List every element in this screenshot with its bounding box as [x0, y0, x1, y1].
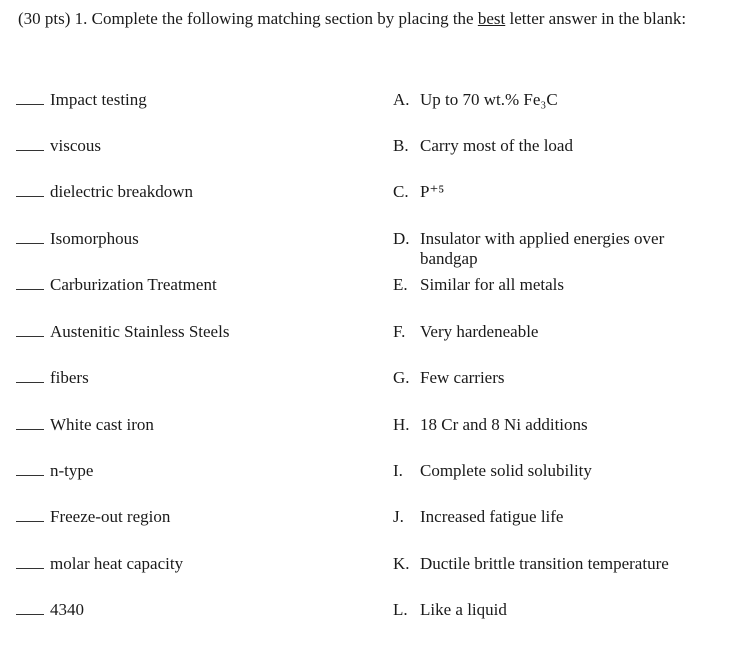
answer-option-b [393, 136, 723, 156]
option-letter: L. [393, 600, 408, 619]
answer-blank[interactable] [16, 417, 44, 430]
answer-option-f [393, 322, 723, 342]
option-text: Carry most of the load [420, 136, 573, 155]
option-text: Very hardeneable [420, 322, 539, 341]
instructions-suffix: letter answer in the blank: [505, 9, 687, 28]
answer-option-a [393, 90, 723, 110]
term-label: Impact testing [50, 90, 147, 109]
term-label: Carburization Treatment [50, 275, 217, 294]
answer-blank[interactable] [16, 370, 44, 383]
left-item-3 [16, 182, 193, 202]
option-text: Few carriers [420, 368, 505, 387]
option-text: 18 Cr and 8 Ni additions [420, 415, 588, 434]
term-label: molar heat capacity [50, 554, 184, 573]
instructions-underlined-word: best [477, 9, 506, 28]
term-label: n-type [50, 461, 94, 480]
answer-blank[interactable] [16, 184, 44, 197]
term-label: fibers [50, 368, 89, 387]
answer-option-d [393, 229, 723, 269]
option-text: Up to 70 wt.% Fe₃C [420, 90, 558, 109]
answer-blank[interactable] [16, 509, 44, 522]
left-item-10 [16, 507, 170, 527]
option-letter: D. [393, 229, 410, 248]
answer-option-g [393, 368, 723, 388]
option-letter: E. [393, 275, 408, 294]
answer-blank[interactable] [16, 138, 44, 151]
option-text: Like a liquid [420, 600, 507, 619]
answer-option-i [393, 461, 723, 481]
answer-option-e [393, 275, 723, 295]
answer-blank[interactable] [16, 231, 44, 244]
left-item-8 [16, 415, 154, 435]
option-text: Similar for all metals [420, 275, 564, 294]
left-item-12 [16, 600, 84, 620]
term-label: Isomorphous [50, 229, 139, 248]
answer-option-c [393, 182, 723, 202]
option-text: P⁺⁵ [420, 182, 445, 201]
answer-blank[interactable] [16, 277, 44, 290]
left-item-1 [16, 90, 147, 110]
term-label: Freeze-out region [50, 507, 171, 526]
left-item-9 [16, 461, 93, 481]
answer-blank[interactable] [16, 556, 44, 569]
option-text: Ductile brittle transition temperature [420, 554, 669, 573]
option-letter: F. [393, 322, 406, 341]
option-text: Increased fatigue life [420, 507, 564, 526]
left-item-5 [16, 275, 217, 295]
answer-blank[interactable] [16, 92, 44, 105]
term-label: White cast iron [50, 415, 154, 434]
term-label: 4340 [50, 600, 84, 619]
answer-blank[interactable] [16, 324, 44, 337]
term-label: viscous [50, 136, 101, 155]
instructions-prefix: (30 pts) 1. Complete the following matching section by placing the [18, 9, 478, 28]
option-letter: J. [393, 507, 404, 526]
option-letter: K. [393, 554, 410, 573]
left-item-11 [16, 554, 183, 574]
answer-option-k [393, 554, 723, 574]
left-item-7 [16, 368, 89, 388]
option-letter: I. [393, 461, 403, 480]
option-letter: G. [393, 368, 410, 387]
answer-option-h [393, 415, 723, 435]
term-label: dielectric breakdown [50, 182, 194, 201]
option-text: Complete solid solubility [420, 461, 592, 480]
answer-option-j [393, 507, 723, 527]
option-letter: A. [393, 90, 410, 109]
question-instructions [18, 10, 718, 27]
option-text: Insulator with applied energies over bandgap [420, 229, 665, 268]
option-letter: B. [393, 136, 409, 155]
term-label: Austenitic Stainless Steels [50, 322, 230, 341]
answer-blank[interactable] [16, 463, 44, 476]
option-letter: C. [393, 182, 409, 201]
answer-blank[interactable] [16, 602, 44, 615]
option-letter: H. [393, 415, 410, 434]
left-item-4 [16, 229, 139, 249]
left-item-6 [16, 322, 229, 342]
left-item-2 [16, 136, 101, 156]
answer-option-l [393, 600, 723, 620]
